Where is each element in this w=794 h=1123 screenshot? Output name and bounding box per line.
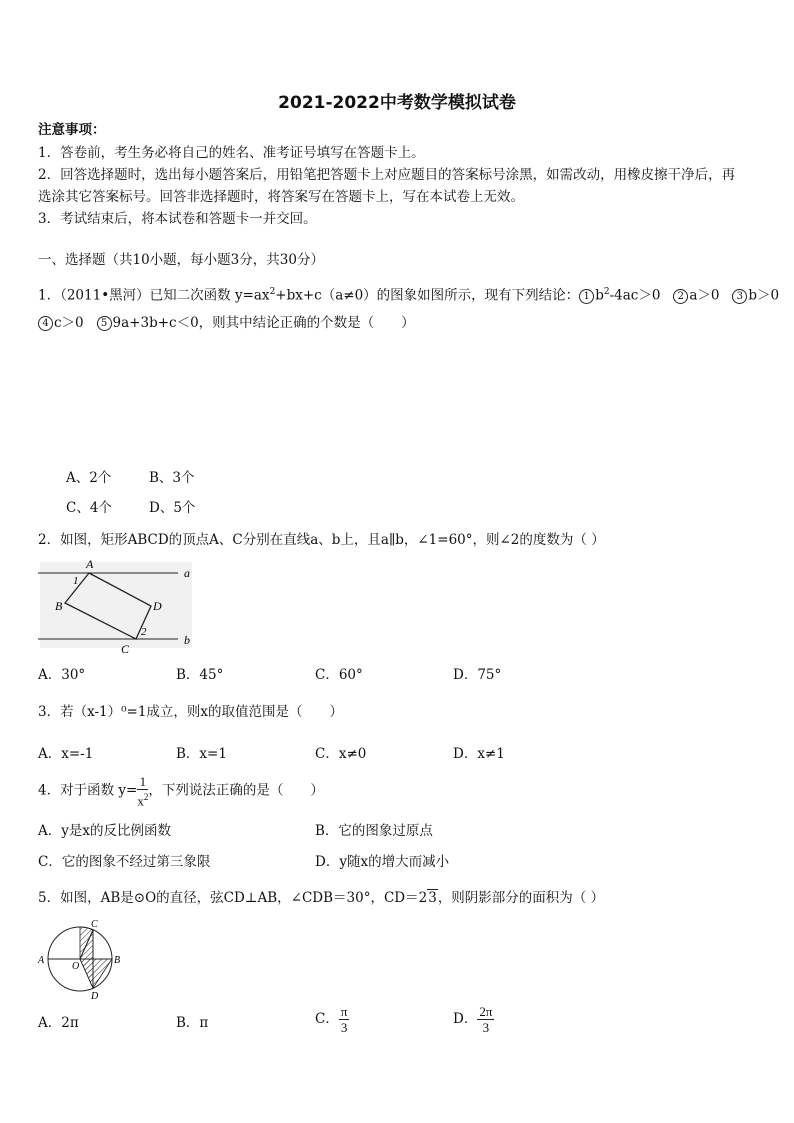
- circled-3: 3: [732, 289, 747, 304]
- circled-4: 4: [38, 316, 53, 331]
- q1-c4: c＞0: [54, 315, 84, 331]
- q5-option-d: [453, 1004, 494, 1035]
- q4-option-a: A．y是x的反比例函数: [38, 823, 171, 839]
- q4-lead: 4．对于函数 y=: [38, 782, 138, 799]
- q4-option-b: B．它的图象过原点: [315, 823, 433, 839]
- question-4-stem: [38, 774, 324, 808]
- svg-text:1: 1: [73, 575, 79, 587]
- circled-2: 2: [673, 289, 688, 304]
- q2-option-c: C．60°: [315, 667, 363, 683]
- notice-item-2: 2．回答选择题时，选出每小题答案后，用铅笔把答题卡上对应题目的答案标号涂黑，如需改动，用橡皮擦干净后，再: [38, 167, 736, 183]
- q5-option-d-label: D．: [453, 1011, 478, 1027]
- q5-option-c: [315, 1004, 349, 1035]
- q2-option-b: B．45°: [176, 667, 224, 683]
- svg-text:D: D: [91, 991, 99, 1002]
- q1-option-c: C、4个: [66, 500, 112, 516]
- q3-option-a: A．x=-1: [38, 746, 94, 762]
- svg-text:C: C: [121, 642, 130, 654]
- question-3-stem: 3．若（x-1）⁰=1成立，则x的取值范围是（ ）: [38, 704, 344, 720]
- section-heading: 一、选择题（共10小题，每小题3分，共30分）: [38, 252, 324, 268]
- q5-tail: ，则阴影部分的面积为（ ）: [437, 890, 605, 906]
- svg-text:B: B: [55, 599, 63, 613]
- notice-item-1: 1．答卷前，考生务必将自己的姓名、准考证号填写在答题卡上。: [38, 145, 425, 161]
- q4-option-c: C．它的图象不经过第三象限: [38, 854, 211, 870]
- page-title: 2021-2022中考数学模拟试卷: [278, 93, 516, 113]
- question-1-stem-cont: [38, 314, 415, 332]
- q5-option-c-label: C．: [315, 1011, 339, 1027]
- q5-option-a: A．2π: [38, 1015, 79, 1031]
- q1-option-d: D、5个: [149, 500, 196, 516]
- notice-item-3: 3．考试结束后，将本试卷和答题卡一并交回。: [38, 211, 317, 227]
- fraction-pi-over-3: $\frac{\pi}{3}$: [340, 1004, 348, 1035]
- question-1-stem: 1．（2011•黑河）已知二次函数 $y=ax^2+bx+c(a\ne 0)$的图象如图所示，现有下列结论： 1 $b^2-4ac>0$ 2 a＞0 3 b＞0: [38, 287, 780, 304]
- q1-c2: a＞0: [689, 287, 720, 304]
- question-5-stem: [38, 889, 604, 907]
- svg-text:O: O: [72, 961, 80, 972]
- q2-option-a: A．30°: [38, 667, 86, 683]
- svg-text:A: A: [86, 558, 94, 571]
- circled-1: 1: [579, 289, 594, 304]
- svg-text:D: D: [153, 599, 162, 613]
- svg-text:b: b: [184, 633, 190, 647]
- q3-option-d: D．x≠1: [453, 746, 505, 762]
- circle-figure: [36, 917, 128, 1003]
- q4-option-d: D．y随x的增大而减小: [315, 854, 450, 870]
- notice-heading: 注意事项：: [38, 122, 106, 138]
- q1-c3: b＞0: [748, 287, 780, 304]
- q5-lead: 5．如图，AB是⊙O的直径，弦CD⊥AB，∠CDB＝30°，CD＝2: [38, 890, 428, 906]
- q1-c1: b: [595, 287, 604, 304]
- q1-mid: +bx+c（a≠0）的图象如图所示，现有下列结论：: [275, 287, 580, 304]
- svg-text:a: a: [184, 566, 190, 580]
- circled-5: 5: [97, 316, 112, 331]
- sqrt-3: 3: [428, 890, 437, 906]
- q3-option-c: C．x≠0: [315, 746, 367, 762]
- q3-option-b: B．x=1: [176, 746, 227, 762]
- rectangle-figure: [36, 558, 196, 654]
- q1-c1b: -4ac＞0: [609, 287, 661, 304]
- fraction-2pi-over-3: $\frac{2\pi}{3}$: [479, 1004, 493, 1035]
- q1-c5: 9a+3b+c＜0，则其中结论正确的个数是（ ）: [112, 315, 415, 331]
- svg-text:2: 2: [141, 626, 147, 638]
- q4-tail: ，下列说法正确的是（ ）: [148, 782, 324, 799]
- q2-option-d: D．75°: [453, 667, 502, 683]
- q1-option-a: A、2个: [66, 470, 112, 486]
- svg-text:B: B: [114, 955, 121, 966]
- svg-text:A: A: [38, 955, 45, 966]
- q5-option-b: B．π: [176, 1015, 209, 1031]
- q1-option-b: B、3个: [149, 470, 195, 486]
- svg-text:C: C: [91, 919, 98, 930]
- fraction-1-over-x-squared: $\frac{1}{x^2}$: [137, 774, 149, 809]
- question-2-stem: 2．如图，矩形ABCD的顶点A、C分别在直线a、b上，且a∥b，∠1=60°，则∠2的度数为（ ）: [38, 532, 605, 548]
- notice-item-2-cont: 选涂其它答案标号。回答非选择题时，将答案写在答题卡上，写在本试卷上无效。: [38, 189, 524, 205]
- q1-lead: 1．（2011•黑河）已知二次函数 y=ax: [38, 287, 270, 304]
